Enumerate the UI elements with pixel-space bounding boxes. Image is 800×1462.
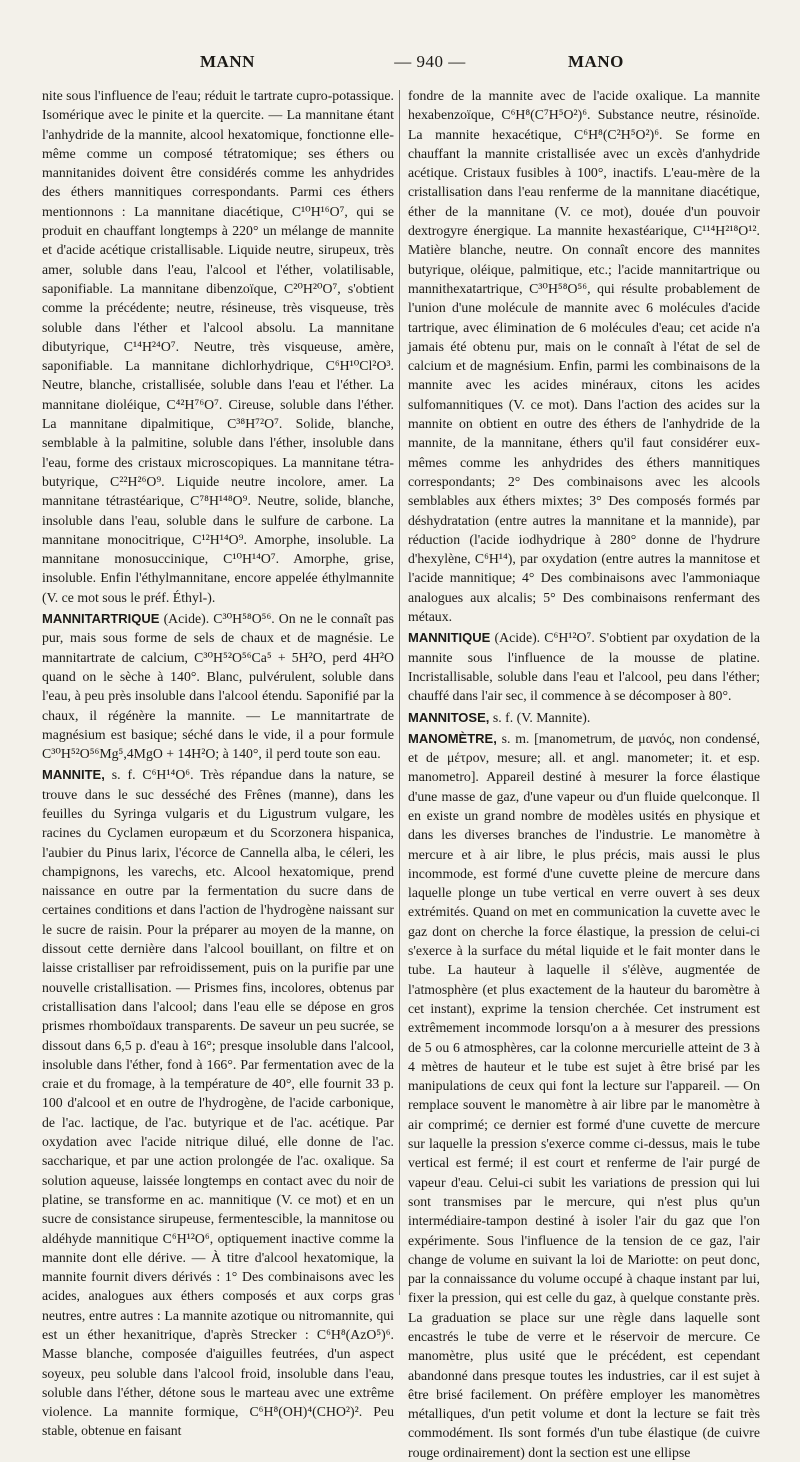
page-header (40, 52, 760, 76)
entry-headword: MANOMÈTRE, (408, 730, 497, 746)
page-number: — 940 — (394, 52, 466, 71)
entry-text: s. f. C⁶H¹⁴O⁶. Très répandue dans la nature, se trouve dans le suc desséché des Frênes (manne), dans les feuilles du Syringa vulgaris et du Ligustrum vulgare, les racines du Cyclamen europæum et du Scorzonera hispanica, l'aubier du Pinus larix, l'écorce de Cannella alba, le céleri, les champignons, les varechs, etc. Alcool hexatomique, prend naissance en outre par la fermentation du sucre dans de certaines conditions et dans l'action de l'hydrogène naissant sur le sucre de raisin. Pour la préparer au moyen de la manne, on dissout cette dernière dans l'alcool bouillant, on filtre et on laisse cristalliser par refroidissement, puis on la purifie par une nouvelle cristallisation. — Prismes fins, incolores, obtenus par cristallisation dans l'alcool; dans l'eau elle se dépose en gros prismes rhomboïdaux transparents. De saveur un peu sucrée, se dissout dans 6,5 p. d'eau à 16°; presque insoluble dans l'alcool, insoluble dans l'éther, fond à 166°. Par fermentation avec de la craie et du fromage, à la température de 40°, elle fournit 33 p. 100 d'alcool et en outre de l'hydrogène, de l'acide carbonique, de l'ac. lactique, de l'ac. butyrique et de l'ac. acétique. Par oxydation avec l'acide nitrique dilué, elle donne de l'ac. saccharique, et par une action prolongée de l'ac. oxalique. Sa solution aqueuse, laissée longtemps en contact avec du noir de platine, se transforme en ac. mannitique (V. ce mot) et en un sucre de consistance sirupeuse, fermentescible, la mannitose ou aldéhyde mannitique C⁶H¹²O⁶, optiquement inactive comme la mannite dont elle dérive. — À titre d'alcool hexatomique, la mannite fournit divers dérivés : 1° Des combinaisons avec les acides, analogues aux éthers composés et aux corps gras neutres, entre autres : La mannite azotique ou nitromannite, qui est un éther hexanitrique, d'après Strecker : C⁶H⁸(AzO⁵)⁶. Masse blanche, composée d'aiguilles feutrées, d'un aspect soyeux, peu soluble dans l'alcool froid, insoluble dans l'eau, soluble dans l'éther, détone sous le marteau avec une extrême violence. La mannite formique, C⁶H⁸(OH)⁴(CHO²)². Peu stable, obtenue en faisant (42, 767, 394, 1439)
paragraph (408, 628, 760, 705)
paragraph (42, 609, 394, 763)
paragraph (42, 86, 394, 607)
paragraph (42, 765, 394, 1440)
entry-headword: MANNITOSE, (408, 709, 490, 725)
entry-headword: MANNITIQUE (408, 630, 491, 646)
entry-text: fondre de la mannite avec de l'acide oxalique. La mannite hexabenzoïque, C⁶H⁸(C⁷H⁵O²)⁶. Substance neutre, résinoïde. La mannite hexacétique, C⁶H⁸(C²H⁵O²)⁶. Se forme en chauffant la mannite cristallisée avec un excès d'anhydride acétique. Cristaux fusibles à 100°, inactifs. L'eau-mère de la cristallisation dans l'eau renferme de la mannitane diacétique, éther de la mannitane (V. ce mot), douée d'un pouvoir dextrogyre énergique. La mannite hexastéarique, C¹¹⁴H²¹⁸O¹². Matière blanche, neutre. On connaît encore des mannites butyrique, oléique, palmitique, etc.; l'acide mannitartrique ou mannithexatartrique, C³⁰H⁵⁸O⁵⁶, qui résulte probablement de l'union d'une molécule de mannite avec 6 molécules d'acide tartrique, avec élimination de 6 molécules d'eau; cet acide n'a jamais été obtenu pur, mais on le connaît à l'état de sel de calcium et de magnésium. Enfin, parmi les combinaisons de la mannite avec les acides minéraux, citons les acides sulfomannitiques (V. ce mot). Dans l'action des acides sur la mannite on obtient en outre des éthers de l'anhydride de la mannite, de la mannitane, éthers qu'il faut considérer eux-mêmes comme les anhydrides des éthers mannitiques correspondants; 2° Des combinaisons avec les alcools semblables aux éthers mixtes; 3° Des composés formés par déshydratation (entre autres la mannitane et la mannide), par réduction (l'acide iodhydrique à 280° donne de l'hydrure d'hexylène, C⁶H¹⁴), par oxydation (entre autres la mannitose et l'acide mannitique; 4° Des combinaisons avec l'ammoniaque analogues aux alcalis; 5° Des combinaisons renfermant des métaux. (408, 88, 760, 625)
entry-text: s. m. [manometrum, de μανός, non condensé, et de μέτρον, mesure; all. et angl. manometer; it. et esp. manometro]. Appareil destiné à mesurer la force élastique d'une masse de gaz, d'une vapeur ou d'un fluide quelconque. Il en existe un grand nombre de modèles usités en physique et dans les diverses branches de l'industrie. Le manomètre à mercure et à air libre, le plus précis, mais aussi le plus incommode, est formé d'une cuvette pleine de mercure dans laquelle plonge un tube vertical en verre ouvert à ses deux extrémités. Quand on met en communication la cuvette avec le gaz dont on cherche la force élastique, la pression de celui-ci s'exerce à la surface du métal liquide et le fait monter dans le tube. La hauteur à laquelle il s'élève, augmentée de l'atmosphère (et plus exactement de la hauteur du baromètre à cet instant), exprime la tension cherchée. Cet instrument est extrêmement incommode lorsqu'on a à mesurer des pressions de 5 ou 6 atmosphères, car la colonne mercurielle atteint de 3 à 4 mètres de hauteur et le tube est sujet à être brisé par les manipulations de ceux qui font la lecture sur l'appareil. — On remplace souvent le manomètre à air libre par le manomètre à air comprimé; ce dernier est formé d'une cuvette de mercure sur laquelle la pression s'exerce comme ci-dessus, mais le tube vertical est fermé; il est court et renferme de l'air purgé de vapeur d'eau. Celui-ci subit les variations de pression qui lui sont transmises par le mercure, qui n'est plus qu'un intermédiaire-tampon destiné à isoler l'air du gaz que l'on expérimente. Sous l'influence de la tension de ce gaz, l'air change de volume en suivant la loi de Mariotte: on peut donc, par la connaissance du volume occupé à chaque instant par lui, fixer la pression, qui est celle du gaz, à quelque constante près. La graduation se place sur une règle dans laquelle sont encastrés le tube de verre et le réservoir de mercure. Ce manomètre, plus usité que le précédent, est cependant abandonné dans presque toutes les industries, car il est sujet à être brisé facilement. On préfère employer les manomètres métalliques, d'un petit volume et dont la lecture se fait très commodément. Ils sont formés d'un tube élastique (de cuivre rouge ordinairement) dont la section est une ellipse (408, 730, 760, 1460)
paragraph (408, 86, 760, 626)
entry-headword: MANNITE, (42, 767, 105, 783)
entry-text: (Acide). C⁶H¹²O⁷. S'obtient par oxydation de la mannite sous l'influence de la mousse de platine. Incristallisable, soluble dans l'eau et l'alcool, peu dans l'éther; chauffé dans l'air sec, il commence à se décomposer à 80°. (408, 630, 760, 704)
paragraph (408, 729, 760, 1462)
paragraph (408, 708, 760, 727)
header-right-word: MANO (568, 52, 624, 71)
header-left-word: MANN (200, 52, 255, 71)
entry-text: s. f. (V. Mannite). (489, 709, 591, 725)
right-column (408, 86, 760, 1460)
entry-text: nite sous l'influence de l'eau; réduit le tartrate cupro-potassique. Isomérique avec le pinite et la quercite. — La mannitane étant l'anhydride de la mannite, alcool hexatomique, fonctionne elle-même comme un composé tétratomique; ses éthers ou mannitanides doivent être considérés comme les anhydrides des éthers mannitiques correspondants. Parmi ces éthers mentionnons : La mannitane diacétique, C¹⁰H¹⁶O⁷, qui se produit en chauffant longtemps à 220° un mélange de mannite et d'acide acétique cristallisable. Liquide neutre, sirupeux, très amer, soluble dans l'eau, l'alcool et l'éther, volatilisable, saponifiable. La mannitane dibenzoïque, C²⁰H²⁰O⁷, s'obtient comme la précédente; neutre, résineuse, très visqueuse, très soluble dans l'éther et l'alcool absolu. La mannitane dibutyrique, C¹⁴H²⁴O⁷. Neutre, très visqueuse, amère, saponifiable. La mannitane dichlorhydrique, C⁶H¹⁰Cl²O³. Neutre, blanche, cristallisée, soluble dans l'eau et l'éther. La mannitane dioléique, C⁴²H⁷⁶O⁷. Cireuse, soluble dans l'éther. La mannitane dipalmitique, C³⁸H⁷²O⁷. Solide, blanche, semblable à la palmitine, soluble dans l'éther, insoluble dans l'eau, forme des cristaux microscopiques. La mannitane tétra-butyrique, C²²H²⁶O⁹. Liquide neutre incolore, amer. La mannitane tétrastéarique, C⁷⁸H¹⁴⁸O⁹. Neutre, solide, blanche, insoluble dans l'eau, soluble dans le sulfure de carbone. La mannitane monocitrique, C¹²H¹⁴O⁹. Amorphe, insoluble. La mannitane monosuccinique, C¹⁰H¹⁴O⁷. Amorphe, grise, insoluble. Enfin l'éthylmannitane, encore appelée éthylmannite (V. ce mot sous le préf. Éthyl-). (42, 88, 394, 605)
column-divider (399, 90, 400, 1295)
entry-text: (Acide). C³⁰H⁵⁸O⁵⁶. On ne le connaît pas pur, mais sous forme de sels de chaux et de magnésie. Le mannitartrate de calcium, C³⁰H⁵²O⁵⁶Ca⁵ + 5H²O, perd 4H²O quand on le sèche à 140°. Blanc, pulvérulent, soluble dans l'eau, à peu près insoluble dans l'alcool étendu. Saponifié par la chaux, il régénère la mannite. — Le mannitartrate de magnésium est basique; séché dans le vide, il a pour formule C³⁰H⁵²O⁵⁶Mg⁵,4MgO + 14H²O; à 140°, il perd toute son eau. (42, 611, 394, 762)
left-column (42, 86, 394, 1439)
entry-headword: MANNITARTRIQUE (42, 611, 160, 627)
